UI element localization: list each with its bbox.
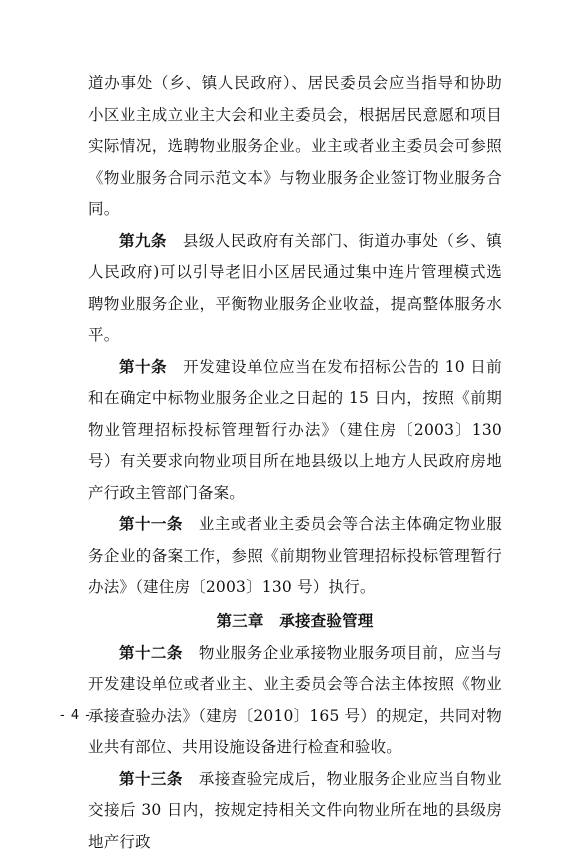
chapter-heading: 第三章 承接查验管理 [88,604,502,638]
page-body [88,68,502,858]
continuation-paragraph: 道办事处（乡、镇人民政府）、居民委员会应当指导和协助小区业主成立业主大会和业主委员会，根据居民意愿和项目实际情况，选聘物业服务企业。业主或者业主委员会可参照《物业服务合同示范文本》与物业服务企业签订物业服务合同。 [88,68,502,226]
article-10 [88,352,502,510]
article-text: 开发建设单位应当在发布招标公告的 10 日前和在确定中标物业服务企业之日起的 15 日内，按照《前期物业管理招标投标管理暂行办法》（建住房〔2003〕130 号）有关要求向物业项目所在地县级以上地方人民政府房地产行政主管部门备案。 [88,358,502,502]
article-9 [88,226,502,352]
article-13 [88,764,502,858]
article-number: 第十一条 [119,515,183,533]
article-11 [88,509,502,604]
article-number: 第十二条 [119,644,183,662]
article-12 [88,638,502,764]
article-number: 第十三条 [119,770,183,788]
article-number: 第九条 [119,232,167,250]
article-number: 第十条 [119,358,167,376]
page-number: - 4 - [60,708,91,723]
article-text: 物业服务企业承接物业服务项目前，应当与开发建设单位或者业主、业主委员会等合法主体按照《物业承接查验办法》（建房〔2010〕165 号）的规定，共同对物业共有部位、共用设施设备进行检查和验收。 [88,644,502,757]
article-text: 业主或者业主委员会等合法主体确定物业服务企业的备案工作，参照《前期物业管理招标投标管理暂行办法》（建住房〔2003〕130 号）执行。 [88,515,502,596]
article-text: 县级人民政府有关部门、街道办事处（乡、镇人民政府)可以引导老旧小区居民通过集中连片管理模式选聘物业服务企业，平衡物业服务企业收益，提高整体服务水平。 [88,232,502,345]
article-text: 承接查验完成后，物业服务企业应当自物业交接后 30 日内，按规定持相关文件向物业所在地的县级房地产行政 [88,770,502,851]
